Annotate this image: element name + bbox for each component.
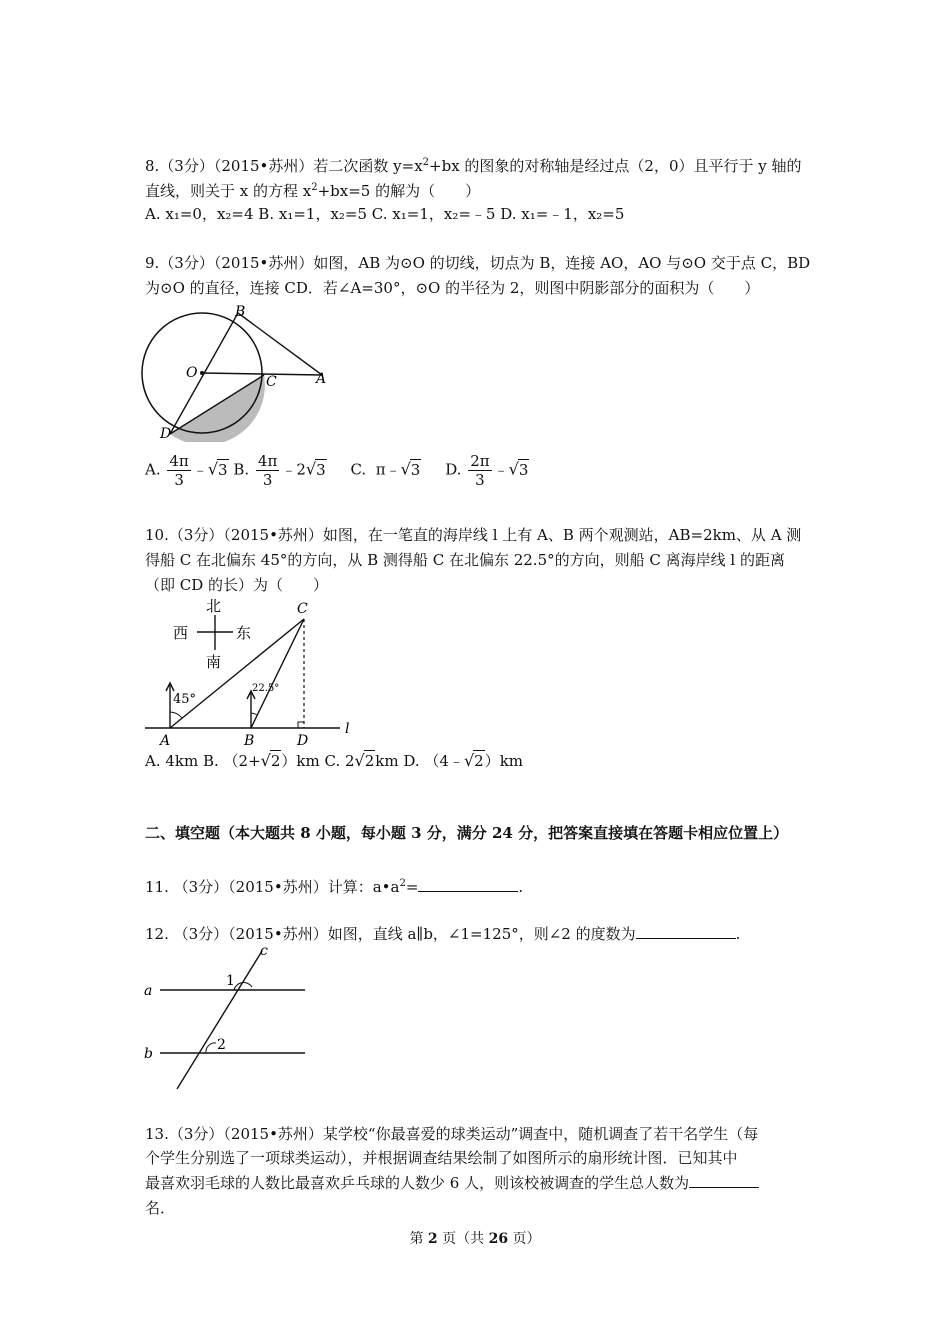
angle-a-label: 45° [173,692,197,707]
q13-line4: 名． [145,1199,176,1217]
label-b: B [235,304,246,320]
q12: 12. （3分）（2015•苏州）如图，直线 a∥b，∠1=125°，则∠2 的度数为 . [145,925,741,943]
label-b: B [244,733,255,747]
q8-line2: 直线，则关于 x 的方程 $x^2+bx=5$ 的解为（ ） [145,182,481,200]
label-d: D [297,733,309,747]
q9-circle-figure [140,302,340,442]
q8-line1: 8.（3分）（2015•苏州）若二次函数 $y=x^2+bx$ 的图象的对称轴是经过点（2，0）且平行于 y 轴的 [145,157,802,175]
compass-west: 西 [173,624,189,642]
label-c: C [297,601,308,617]
q12-parallel-figure [140,943,315,1093]
q10-options: A. 4km B. （2+√2）km C. 2√2km D. （4﹣√2）km [145,751,524,770]
answer-blank[interactable] [636,938,736,939]
q9-options: A. $\frac{4\pi}{3}$ ﹣√3 B. $\frac{4\pi}{3}$ ﹣2√3 C. π﹣√3 D. $\frac{2\pi}{3}$ ﹣√3 [145,452,529,489]
q13-line1: 13.（3分）（2015•苏州）某学校“你最喜爱的球类运动”调查中，随机调查了若干名学生（每 [145,1125,759,1143]
q13-line3: 最喜欢羽毛球的人数比最喜欢乒乓球的人数少 6 人，则该校被调查的学生总人数为 [145,1173,759,1193]
q9-line1: 9.（3分）（2015•苏州）如图，AB 为⊙O 的切线，切点为 B，连接 AO，AO 与⊙O 交于点 C，BD [145,254,811,272]
q10-line1: 10.（3分）（2015•苏州）如图，在一笔直的海岸线 l 上有 A、B 两个观测站，AB=2km、从 A 测 [145,526,802,544]
compass-north: 北 [206,597,222,615]
page-footer: 第 2 页（共 26 页） [409,1231,541,1247]
q11: 11. （3分）（2015•苏州）计算：$a•a^2=$ . [145,878,524,896]
q13-line2: 个学生分别选了一项球类运动），并根据调查结果绘制了如图所示的扇形统计图．已知其中 [145,1149,738,1167]
compass-south: 南 [206,653,222,671]
label-a: A [160,733,171,747]
answer-blank[interactable] [418,891,518,892]
label-a: A [316,371,327,387]
label-l: l [345,721,350,737]
label-d: D [160,426,172,442]
angle-1: 1 [226,973,235,989]
label-a: a [144,983,153,999]
label-b: b [144,1046,153,1062]
label-c: C [266,374,277,390]
compass-east: 东 [236,624,252,642]
angle-b-label: 22.5° [252,683,280,694]
section-2-heading: 二、填空题（本大题共 8 小题，每小题 3 分，满分 24 分，把答案直接填在答题卡相应位置上） [145,824,789,842]
answer-blank[interactable] [689,1187,759,1188]
label-c: c [260,943,268,959]
q10-coast-figure [140,595,370,747]
q10-line2: 得船 C 在北偏东 45°的方向，从 B 测得船 C 在北偏东 22.5°的方向，则船 C 离海岸线 l 的距离 [145,551,785,569]
q8-options: A. x₁=0，x₂=4 B. x₁=1，x₂=5 C. x₁=1，x₂=﹣5 D. x₁=﹣1，x₂=5 [145,205,625,223]
q9-line2: 为⊙O 的直径，连接 CD．若∠A=30°，⊙O 的半径为 2，则图中阴影部分的面积为（ ） [145,279,760,297]
angle-2: 2 [217,1037,226,1053]
label-o: O [186,365,198,381]
q10-line3: （即 CD 的长）为（ ） [145,576,329,594]
